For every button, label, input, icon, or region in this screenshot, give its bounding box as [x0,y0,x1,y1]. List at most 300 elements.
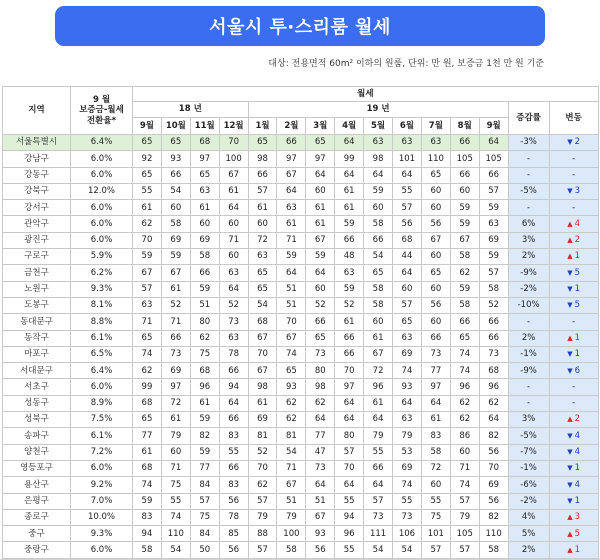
rent-cell: 70 [335,460,364,476]
change-cell: -2% [508,281,549,297]
rent-cell: 59 [161,249,190,265]
change-cell: -3% [508,135,549,151]
rent-cell: 74 [450,346,479,362]
rent-cell: 71 [277,232,306,248]
rent-cell: 73 [306,346,335,362]
delta-cell: - [549,200,598,216]
rent-cell: 58 [133,542,162,558]
change-cell: -5% [508,428,549,444]
rent-cell: 52 [335,297,364,313]
rent-cell: 71 [277,460,306,476]
table-row [3,379,599,395]
change-cell: -1% [508,460,549,476]
rent-cell: 55 [219,444,248,460]
rent-cell: 60 [161,444,190,460]
rent-cell: 82 [479,428,508,444]
change-cell: -9% [508,363,549,379]
rent-cell: 77 [421,363,450,379]
ratio-cell: 8.9% [71,395,133,411]
rent-cell: 55 [421,493,450,509]
header-region: 지역 [3,87,71,135]
delta-cell [549,493,598,509]
rent-cell: 60 [219,249,248,265]
rent-cell: 65 [133,412,162,428]
delta-cell [549,216,598,232]
rent-cell: 58 [421,444,450,460]
rent-cell: 58 [364,216,393,232]
rent-cell: 62 [133,216,162,232]
rent-cell: 100 [277,526,306,542]
delta-cell: - [549,151,598,167]
header-month: 7월 [421,118,450,135]
rent-cell: 74 [450,477,479,493]
rent-cell: 73 [219,314,248,330]
ratio-cell: 6.0% [71,151,133,167]
ratio-cell: 7.2% [71,444,133,460]
rent-cell: 60 [421,314,450,330]
rent-cell: 66 [306,314,335,330]
rent-cell: 63 [248,249,277,265]
rent-cell: 69 [393,460,422,476]
rent-cell: 61 [306,200,335,216]
rent-cell: 64 [306,412,335,428]
rent-cell: 97 [277,151,306,167]
region-cell: 마포구 [3,346,71,362]
table-row [3,509,599,525]
change-cell: 4% [508,509,549,525]
rent-cell: 55 [393,493,422,509]
table-row [3,330,599,346]
delta-cell [549,183,598,199]
rent-cell: 64 [219,200,248,216]
rent-cell: 66 [450,135,479,151]
ratio-cell: 8.1% [71,297,133,313]
rent-cell: 74 [277,346,306,362]
table-row [3,249,599,265]
rent-cell: 70 [248,346,277,362]
rent-cell: 79 [161,428,190,444]
rent-cell: 97 [335,379,364,395]
rent-cell: 66 [364,232,393,248]
rent-cell: 60 [450,444,479,460]
rent-cell: 66 [364,460,393,476]
delta-value: 6 [574,365,581,376]
change-cell: -10% [508,297,549,313]
rent-cell: 67 [306,232,335,248]
rent-cell: 96 [479,379,508,395]
rent-cell: 57 [450,493,479,509]
rent-cell: 64 [306,265,335,281]
region-cell: 동작구 [3,330,71,346]
rent-cell: 66 [190,265,219,281]
rent-cell: 60 [421,183,450,199]
rent-cell: 65 [364,265,393,281]
rent-cell: 64 [393,265,422,281]
rent-cell: 71 [133,314,162,330]
rent-cell: 61 [133,200,162,216]
table-row [3,428,599,444]
rent-cell: 105 [450,526,479,542]
arrow-down-icon: ▼ [567,464,573,473]
arrow-down-icon: ▼ [567,480,573,489]
rent-cell: 53 [393,444,422,460]
rent-cell: 70 [277,314,306,330]
rent-cell: 66 [219,412,248,428]
rent-cell: 64 [393,167,422,183]
rent-cell: 52 [306,297,335,313]
delta-value: 1 [574,284,581,295]
rent-cell: 44 [393,249,422,265]
ratio-cell: 6.5% [71,346,133,362]
rent-cell: 63 [190,183,219,199]
table-row [3,493,599,509]
rent-cell: 60 [306,281,335,297]
table-row [3,297,599,313]
rent-cell: 105 [479,151,508,167]
region-cell: 서울특별시 [3,135,71,151]
delta-value: 1 [574,544,581,555]
table-row [3,135,599,151]
change-cell: - [508,167,549,183]
region-cell: 용산구 [3,477,71,493]
rent-cell: 60 [306,183,335,199]
header-month: 4월 [335,118,364,135]
header-year-18: 18 년 [133,102,249,118]
rent-cell: 64 [335,477,364,493]
rent-cell: 66 [450,167,479,183]
rent-cell: 97 [306,151,335,167]
rent-cell: 70 [219,135,248,151]
delta-cell [549,249,598,265]
rent-cell: 56 [479,493,508,509]
rent-cell: 57 [133,281,162,297]
table-row [3,460,599,476]
rent-cell: 59 [479,200,508,216]
delta-cell [549,444,598,460]
rent-cell: 56 [219,493,248,509]
region-cell: 중구 [3,526,71,542]
change-cell: -2% [508,493,549,509]
rent-cell: 71 [161,314,190,330]
rent-cell: 73 [161,346,190,362]
delta-cell [549,363,598,379]
region-cell: 금천구 [3,265,71,281]
header-month: 9월 [133,118,162,135]
rent-cell: 65 [277,363,306,379]
rent-cell: 88 [248,526,277,542]
region-cell: 노원구 [3,281,71,297]
delta-value: 1 [574,349,581,360]
delta-value: 5 [574,300,581,311]
rent-cell: 111 [364,526,393,542]
ratio-cell: 7.5% [71,412,133,428]
delta-value: 1 [574,251,581,262]
rent-cell: 75 [190,509,219,525]
delta-value: 2 [574,235,581,246]
rent-cell: 71 [450,460,479,476]
region-cell: 동대문구 [3,314,71,330]
rent-cell: 57 [479,183,508,199]
rent-cell: 65 [306,330,335,346]
ratio-cell: 5.9% [71,249,133,265]
rent-cell: 52 [161,297,190,313]
delta-value: 3 [574,512,581,523]
rent-cell: 68 [248,314,277,330]
rent-cell: 54 [364,249,393,265]
table-row [3,412,599,428]
rent-cell: 66 [450,314,479,330]
rent-cell: 64 [219,395,248,411]
change-cell: -6% [508,477,549,493]
rent-cell: 68 [133,395,162,411]
rent-cell: 61 [421,412,450,428]
rent-cell: 65 [248,281,277,297]
rent-cell: 61 [335,314,364,330]
rent-cell: 56 [479,444,508,460]
rent-cell: 60 [364,200,393,216]
delta-cell [549,477,598,493]
region-cell: 중랑구 [3,542,71,558]
ratio-cell: 9.3% [71,281,133,297]
table-row [3,363,599,379]
rent-cell: 60 [248,216,277,232]
table-row [3,232,599,248]
region-cell: 송파구 [3,428,71,444]
rent-cell: 72 [248,232,277,248]
arrow-down-icon: ▼ [567,285,573,294]
change-cell: - [508,151,549,167]
header-month: 3월 [306,118,335,135]
rent-cell: 56 [421,216,450,232]
delta-value: 4 [574,479,581,490]
rent-cell: 79 [248,509,277,525]
rent-cell: 65 [133,330,162,346]
rent-cell: 64 [364,477,393,493]
rent-cell: 67 [133,265,162,281]
header-month: 8월 [450,118,479,135]
table-caption: 대상: 전용면적 60m² 이하의 원룸, 단위: 만 원, 보증금 1천 만 원 기준 [268,59,544,69]
rent-cell: 83 [219,477,248,493]
rent-cell: 60 [421,281,450,297]
header-change: 증감률 [508,102,549,135]
rent-cell: 59 [450,200,479,216]
rent-cell: 63 [479,216,508,232]
arrow-down-icon: ▼ [567,366,573,375]
rent-cell: 64 [306,477,335,493]
rent-cell: 50 [190,542,219,558]
rent-cell: 69 [248,412,277,428]
rent-cell: 66 [219,460,248,476]
header-delta: 변동 [549,102,598,135]
rent-cell: 60 [450,183,479,199]
rent-cell: 65 [306,135,335,151]
rent-cell: 85 [219,526,248,542]
rent-cell: 64 [335,167,364,183]
region-cell: 서초구 [3,379,71,395]
rent-cell: 65 [161,135,190,151]
arrow-up-icon: ▲ [567,219,573,228]
rent-cell: 59 [133,249,162,265]
rent-cell: 101 [421,526,450,542]
region-cell: 양천구 [3,444,71,460]
delta-cell [549,428,598,444]
rent-cell: 70 [335,363,364,379]
rent-cell: 59 [450,216,479,232]
rent-cell: 69 [479,477,508,493]
change-cell: 2% [508,542,549,558]
rent-cell: 64 [335,395,364,411]
rent-cell: 79 [393,428,422,444]
table-row [3,183,599,199]
rent-cell: 64 [335,135,364,151]
region-cell: 종로구 [3,509,71,525]
page-title: 서울시 투·스리룸 월세 [209,17,391,38]
rent-cell: 69 [190,232,219,248]
rent-cell: 98 [306,379,335,395]
rent-cell: 93 [393,379,422,395]
delta-cell: - [549,167,598,183]
change-cell: 2% [508,249,549,265]
region-cell: 성동구 [3,395,71,411]
rent-cell: 59 [190,281,219,297]
arrow-up-icon: ▲ [567,529,573,538]
rent-cell: 52 [248,444,277,460]
rent-cell: 64 [335,412,364,428]
rent-cell: 69 [479,232,508,248]
rent-cell: 77 [306,428,335,444]
rent-cell: 57 [421,542,450,558]
rent-cell: 83 [133,509,162,525]
table-row [3,395,599,411]
rent-cell: 57 [248,493,277,509]
rent-cell: 66 [248,167,277,183]
rent-cell: 75 [421,509,450,525]
rent-cell: 61 [248,200,277,216]
rent-cell: 61 [335,200,364,216]
ratio-cell: 6.1% [71,428,133,444]
rent-cell: 63 [364,135,393,151]
rent-cell: 63 [277,200,306,216]
rent-cell: 56 [219,542,248,558]
rent-cell: 84 [190,477,219,493]
rent-cell: 67 [248,330,277,346]
arrow-down-icon: ▼ [567,496,573,505]
rent-cell: 83 [219,428,248,444]
rent-cell: 62 [277,412,306,428]
rent-cell: 64 [219,281,248,297]
rent-cell: 66 [335,330,364,346]
header-month: 12월 [219,118,248,135]
ratio-cell: 6.0% [71,542,133,558]
rent-cell: 59 [133,493,162,509]
ratio-cell: 6.4% [71,135,133,151]
rent-cell: 57 [393,297,422,313]
rent-cell: 65 [133,167,162,183]
rent-cell: 73 [393,509,422,525]
header-month: 6월 [393,118,422,135]
rent-cell: 67 [161,265,190,281]
rent-cell: 58 [364,297,393,313]
header-month: 11월 [190,118,219,135]
ratio-cell: 6.4% [71,363,133,379]
rent-cell: 62 [190,330,219,346]
rent-cell: 65 [248,135,277,151]
change-cell: - [508,395,549,411]
rent-cell: 75 [161,477,190,493]
delta-value: 4 [574,430,581,441]
rent-cell: 65 [421,265,450,281]
rent-cell: 98 [364,151,393,167]
region-cell: 관악구 [3,216,71,232]
delta-value: 5 [574,528,581,539]
table-row [3,151,599,167]
arrow-up-icon: ▲ [567,252,573,261]
rent-cell: 58 [450,249,479,265]
rent-cell: 62 [133,363,162,379]
rent-cell: 61 [190,395,219,411]
rent-cell: 59 [335,216,364,232]
ratio-cell: 6.0% [71,232,133,248]
delta-cell [549,232,598,248]
rent-cell: 63 [421,135,450,151]
rent-cell: 97 [161,379,190,395]
rent-cell: 101 [393,151,422,167]
rent-cell: 60 [364,314,393,330]
region-cell: 영등포구 [3,460,71,476]
rent-cell: 81 [277,428,306,444]
rent-cell: 57 [479,265,508,281]
rent-cell: 51 [277,493,306,509]
rent-cell: 55 [364,444,393,460]
ratio-cell: 6.0% [71,460,133,476]
rent-cell: 65 [450,330,479,346]
rent-cell: 60 [190,216,219,232]
rent-cell: 60 [421,249,450,265]
rent-cell: 64 [479,135,508,151]
rent-cell: 64 [479,412,508,428]
arrow-down-icon: ▼ [567,138,573,147]
rent-cell: 66 [335,232,364,248]
rent-cell: 65 [133,135,162,151]
rent-cell: 61 [248,395,277,411]
rent-cell: 59 [479,249,508,265]
rent-cell: 58 [277,542,306,558]
table-row [3,526,599,542]
header-month: 1월 [248,118,277,135]
rent-cell: 67 [277,477,306,493]
rent-cell: 61 [364,395,393,411]
rent-cell: 74 [393,477,422,493]
rent-cell: 106 [393,526,422,542]
rent-cell: 52 [479,297,508,313]
rent-cell: 62 [306,395,335,411]
rent-cell: 82 [479,509,508,525]
ratio-cell: 12.0% [71,183,133,199]
rent-cell: 99 [335,151,364,167]
rent-cell: 64 [277,183,306,199]
delta-cell [549,509,598,525]
rent-cell: 57 [393,200,422,216]
rent-cell: 78 [219,509,248,525]
rent-cell: 63 [219,265,248,281]
arrow-down-icon: ▼ [567,187,573,196]
table-row [3,314,599,330]
rent-cell: 66 [479,314,508,330]
table-row [3,477,599,493]
region-cell: 강북구 [3,183,71,199]
rent-cell: 80 [190,314,219,330]
delta-value: 1 [574,332,581,343]
